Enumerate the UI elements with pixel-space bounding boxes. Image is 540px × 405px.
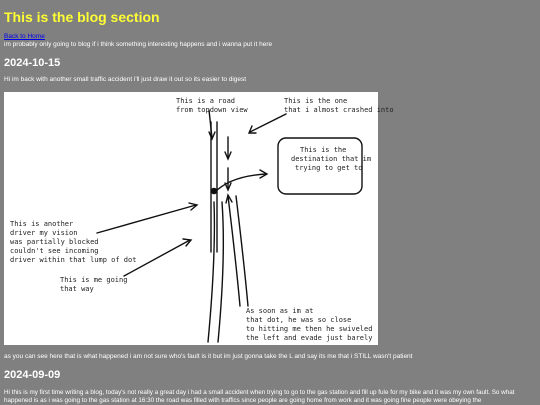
post-lead: Hi im back with another small traffic accident i'll just draw it out so its easier to digest: [4, 76, 247, 83]
one-label-2: that i almost crashed into: [284, 106, 394, 114]
intro-text: im probably only going to blog if i think something interesting happens and i wanna put it here: [4, 41, 273, 48]
other-label-2: driver my vision: [10, 229, 78, 237]
road-label-2: from topdown view: [176, 106, 248, 114]
other-label-4: couldn't see incoming: [10, 247, 99, 255]
post-date-2: 2024-09-09: [4, 369, 61, 381]
back-to-home-link[interactable]: Back to Home: [4, 33, 45, 40]
me-label-1: This is me going: [60, 276, 128, 284]
post-body: Hi this is my first time writing a blog, today's not really a great day i had a small accident when trying to go to the gas station and fill up fule for my bike and it was my own fault. So what happened is as i was going to the gas station at 16:30 the road was filled with traffics since people are going home from work and it was going fine people were obeying the: [4, 389, 515, 404]
accident-sketch: [4, 92, 394, 345]
dest-label-1: This is the: [300, 146, 347, 154]
dot-label-4: the left and evade just barely: [246, 334, 373, 342]
dot-label-3: to hitting me then he swiveled: [246, 325, 373, 333]
road-label-1: This is a road: [176, 97, 236, 105]
one-arrow: [250, 114, 286, 132]
dot-label-1: As soon as im at: [246, 307, 314, 315]
dest-label-2: destination that im: [291, 155, 372, 163]
swerve-path: [214, 174, 266, 193]
post-date: 2024-10-15: [4, 57, 61, 69]
me-path-right: [218, 202, 223, 342]
other-label-3: was partially blocked: [10, 238, 99, 246]
page-title: This is the blog section: [4, 9, 160, 25]
other-label-5: driver within that lump of dot: [10, 256, 137, 264]
dest-label-3: trying to get to: [295, 164, 363, 172]
dot-label-2: that dot, he was so close: [246, 316, 352, 324]
post-closing: as you can see here that is what happened i am not sure who's fault is it but im just gonna take the L and say its me that i STILL wasn't patient: [4, 353, 413, 360]
one-label-1: This is the one: [284, 97, 348, 105]
other-driver-arrow: [97, 205, 196, 233]
accident-drawing: [4, 92, 394, 345]
other-label-1: This is another: [10, 220, 74, 228]
me-label-2: that way: [60, 285, 94, 293]
